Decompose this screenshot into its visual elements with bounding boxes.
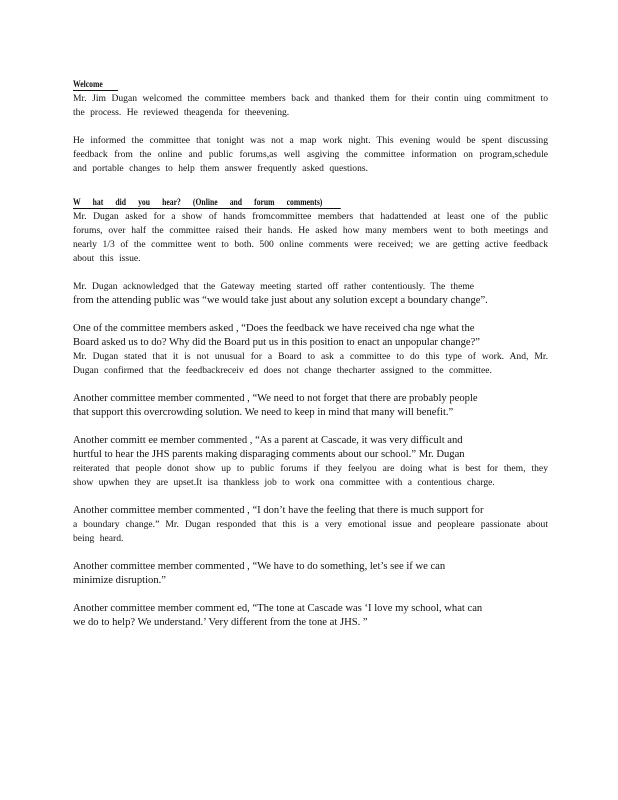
feedback-paragraph-7-line-1: Another committee member commented , “We have to do something, let’s see if we can (73, 561, 446, 572)
feedback-paragraph-7 (73, 560, 548, 588)
feedback-heading: W hat did you hear? (Online and forum comments) (73, 197, 341, 209)
welcome-paragraph-2: He informed the committee that tonight was not a map work night. This evening would be spent discussing feedback from the online and public forums,as well asgiving the committee information on program,schedule and portable changes to help them answer frequently asked questions. (73, 135, 548, 174)
spacer (73, 266, 548, 280)
feedback-paragraph-5-line-1: Another committ ee member commented , “As a parent at Cascade, it was very difficult and (73, 435, 463, 446)
spacer (73, 176, 548, 192)
document-page (73, 74, 548, 630)
feedback-paragraph-8-line-2: we do to help? We understand.’ Very different from the tone at JHS. ” (73, 617, 368, 628)
feedback-paragraph-6 (73, 504, 548, 546)
spacer (73, 546, 548, 560)
feedback-paragraph-2-line-2: from the attending public was “we would take just about any solution except a boundary change”. (73, 295, 488, 306)
feedback-paragraph-4-line-2: that support this overcrowding solution. We need to keep in mind that many will benefit.” (73, 407, 454, 418)
feedback-paragraph-8-line-1: Another committee member comment ed, “The tone at Cascade was ‘I love my school, what can (73, 603, 483, 614)
feedback-paragraph-3 (73, 322, 548, 378)
welcome-paragraph-1: Mr. Jim Dugan welcomed the committee members back and thanked them for their contin uing commitment to the process. He reviewed theagenda for theevening. (73, 93, 548, 118)
feedback-paragraph-4-line-1: Another committee member commented , “We need to not forget that there are probably people (73, 393, 478, 404)
feedback-paragraph-5-line-3: reiterated that people donot show up to public forums if they feelyou are doing what is best for them, they show upwhen they are upset.It isa thankless job to work ona committee with a contentious charge. (73, 463, 548, 488)
feedback-paragraph-6-line-2: a boundary change.” Mr. Dugan responded that this is a very emotional issue and peopleare passionate about being heard. (73, 519, 548, 544)
welcome-heading: Welcome (73, 79, 118, 91)
spacer (73, 490, 548, 504)
feedback-paragraph-1: Mr. Dugan asked for a show of hands fromcommittee members that hadattended at least one of the public forums, over half the committee raised their hands. He asked how many members went to both meetings and nearly 1/3 of the committee went to both. 500 online comments were received; we are getting active feedback about this issue. (73, 211, 548, 264)
feedback-paragraph-5-line-2: hurtful to hear the JHS parents making disparaging comments about our school.” Mr. Dugan (73, 449, 465, 460)
feedback-paragraph-3-line-2: Board asked us to do? Why did the Board put us in this position to enact an unpopular change?” (73, 337, 480, 348)
spacer (73, 308, 548, 322)
feedback-paragraph-4 (73, 392, 548, 420)
feedback-paragraph-8 (73, 602, 548, 630)
feedback-paragraph-2-line-1: Mr. Dugan acknowledged that the Gateway meeting started off rather contentiously. The theme (73, 281, 475, 292)
feedback-paragraph-5 (73, 434, 548, 490)
feedback-paragraph-3-line-3: Mr. Dugan stated that it is not unusual for a Board to ask a committee to do this type of work. And, Mr. Dugan confirmed that the feedbackreceiv ed does not change thecharter assigned to the committee. (73, 351, 548, 376)
spacer (73, 420, 548, 434)
spacer (73, 120, 548, 134)
feedback-paragraph-2 (73, 280, 548, 308)
feedback-paragraph-6-line-1: Another committee member commented , “I don’t have the feeling that there is much support for (73, 505, 484, 516)
spacer (73, 378, 548, 392)
feedback-paragraph-3-line-1: One of the committee members asked , “Does the feedback we have received cha nge what the (73, 323, 475, 334)
spacer (73, 588, 548, 602)
feedback-paragraph-7-line-2: minimize disruption.” (73, 575, 166, 586)
